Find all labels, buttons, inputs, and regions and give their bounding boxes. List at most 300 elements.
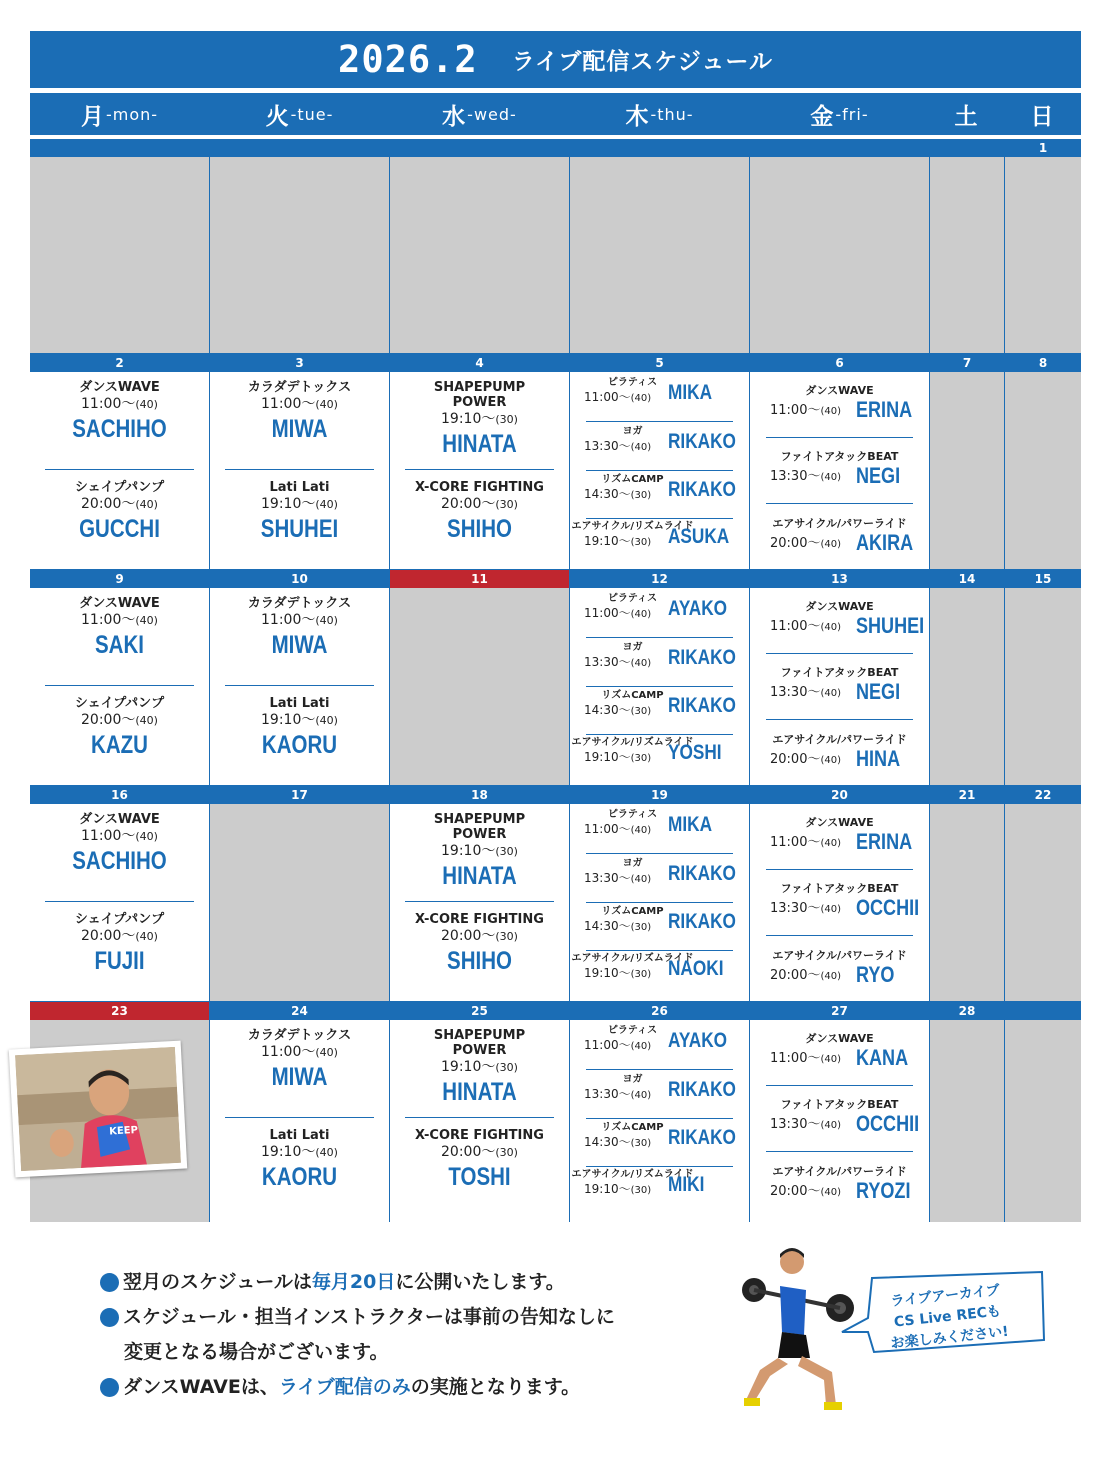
class-time (390, 927, 569, 946)
class-time (390, 1143, 569, 1162)
start-time: 20:00〜 (770, 968, 821, 983)
class-name: ヨガ (622, 858, 643, 869)
class-time (770, 619, 841, 636)
duration: (40) (820, 1120, 841, 1131)
class-time (770, 685, 841, 702)
instructor-name: AYAKO (668, 1029, 728, 1052)
start-time: 11:00〜 (584, 1038, 631, 1052)
date-number (210, 139, 389, 157)
class-time (584, 533, 651, 551)
header-title: ライブ配信スケジュール (511, 49, 773, 75)
calendar-day-cell (930, 139, 1004, 353)
duration: (40) (630, 658, 652, 669)
duration: (40) (630, 825, 652, 836)
instructor-name: RIKAKO (668, 478, 736, 501)
instructor-name: MIKI (668, 1173, 705, 1196)
duration: (40) (315, 1146, 338, 1159)
class-time (30, 611, 209, 630)
weekday-kanji: 金 (810, 103, 834, 130)
instructor-photo-image (15, 1047, 181, 1171)
start-time: 11:00〜 (770, 1051, 821, 1066)
instructor-name: SHUHEI (856, 613, 925, 638)
class-entry[interactable] (750, 816, 929, 860)
calendar-day-cell (30, 354, 209, 569)
calendar-day-cell (570, 786, 749, 1001)
class-entry[interactable] (750, 1098, 929, 1142)
class-time (584, 821, 651, 839)
class-time (770, 968, 841, 985)
duration: (40) (315, 398, 338, 411)
entry-divider (586, 1166, 733, 1167)
class-entry[interactable] (570, 1025, 749, 1065)
entry-divider (766, 1085, 913, 1086)
instructor-name: RIKAKO (668, 694, 736, 717)
class-name: エアサイクル/リズムライド (571, 521, 694, 532)
class-entry[interactable] (390, 812, 569, 891)
class-time (30, 927, 209, 946)
class-name: ダンスWAVE (79, 380, 160, 395)
class-entry[interactable] (570, 953, 749, 993)
class-entry[interactable] (390, 1128, 569, 1192)
date-number (570, 139, 749, 157)
class-name: ピラティス (607, 1025, 658, 1036)
note-highlight: 毎月20日 (311, 1271, 396, 1293)
start-time: 19:10〜 (584, 1182, 631, 1196)
instructor-name: SACHIHO (72, 847, 167, 875)
callout-line: CS Live RECも (893, 1303, 1002, 1331)
class-entry[interactable] (30, 696, 209, 760)
class-entry[interactable] (570, 642, 749, 682)
note-text-continued: 変更となる場合がございます。 (124, 1341, 389, 1363)
duration: (40) (315, 714, 338, 727)
duration: (40) (135, 714, 158, 727)
duration: (40) (135, 930, 158, 943)
entry-divider (586, 853, 733, 854)
class-name: カラダデトックス (247, 1028, 352, 1043)
duration: (40) (135, 398, 158, 411)
instructor-name: SHIHO (447, 515, 512, 543)
start-time: 11:00〜 (584, 822, 631, 836)
notes-section (100, 1265, 760, 1405)
start-time: 20:00〜 (441, 1144, 496, 1160)
duration: (40) (820, 755, 841, 766)
class-entry[interactable] (570, 593, 749, 633)
duration: (30) (630, 490, 652, 501)
instructor-name: HINA (856, 746, 901, 771)
weekday-kanji: 日 (1030, 103, 1054, 130)
instructor-name: SAKI (95, 631, 144, 659)
calendar-day-cell (390, 1002, 569, 1222)
day-body (930, 372, 1004, 569)
note-text-part: ダンスWAVEは、 (123, 1376, 279, 1398)
class-entry[interactable] (210, 696, 389, 760)
instructor-name: RIKAKO (668, 430, 736, 453)
class-name: リズムCAMP (601, 906, 664, 917)
class-time (584, 389, 651, 407)
svg-text:KEEP: KEEP (108, 1124, 139, 1138)
class-entry[interactable] (570, 1074, 749, 1114)
instructor-name: OCCHII (856, 895, 920, 920)
day-body (210, 157, 389, 353)
date-number: 7 (930, 354, 1004, 372)
start-time: 13:30〜 (584, 871, 631, 885)
class-time (584, 1134, 651, 1152)
class-name: リズムCAMP (601, 690, 664, 701)
date-number: 2 (30, 354, 209, 372)
day-body (30, 588, 209, 785)
weekday-kanji: 月 (80, 103, 104, 130)
class-name: SHAPEPUMP POWER (433, 380, 526, 410)
class-entry[interactable] (750, 600, 929, 644)
class-entry[interactable] (570, 1169, 749, 1209)
day-body (30, 157, 209, 353)
day-body (210, 372, 389, 569)
day-body (930, 157, 1004, 353)
weekday-header (30, 93, 1081, 135)
day-body (750, 372, 929, 569)
class-entry[interactable] (570, 1122, 749, 1162)
class-name: Lati Lati (269, 696, 330, 711)
start-time: 13:30〜 (770, 1117, 821, 1132)
entry-divider (766, 719, 913, 720)
duration: (40) (820, 539, 841, 550)
entry-divider (586, 950, 733, 951)
class-time (770, 403, 841, 420)
entry-divider (766, 869, 913, 870)
class-name: エアサイクル/パワーライド (772, 733, 907, 746)
day-body (390, 372, 569, 569)
class-name: ヨガ (622, 426, 643, 437)
weekday-label (30, 93, 209, 135)
instructor-name: SACHIHO (72, 415, 167, 443)
entry-divider (586, 1118, 733, 1119)
calendar-day-cell (390, 786, 569, 1001)
entry-divider (45, 685, 194, 686)
entry-divider (45, 469, 194, 470)
class-time (770, 1184, 841, 1201)
date-number: 23 (30, 1002, 209, 1020)
day-body (390, 157, 569, 353)
start-time: 11:00〜 (81, 396, 136, 412)
class-entry[interactable] (210, 480, 389, 544)
calendar-day-cell (210, 1002, 389, 1222)
entry-divider (405, 901, 554, 902)
class-entry[interactable] (570, 906, 749, 946)
start-time: 11:00〜 (770, 403, 821, 418)
date-number: 10 (210, 570, 389, 588)
instructor-name: NEGI (856, 463, 901, 488)
day-body (930, 1020, 1004, 1222)
date-number: 9 (30, 570, 209, 588)
start-time: 20:00〜 (770, 752, 821, 767)
day-body (210, 1020, 389, 1222)
start-time: 11:00〜 (584, 390, 631, 404)
class-entry[interactable] (390, 1028, 569, 1107)
start-time: 19:10〜 (441, 843, 496, 859)
calendar-day-cell (750, 139, 929, 353)
class-entry[interactable] (390, 912, 569, 976)
instructor-name: OCCHII (856, 1111, 920, 1136)
instructor-name: KANA (856, 1045, 909, 1070)
entry-divider (766, 1151, 913, 1152)
start-time: 19:10〜 (441, 411, 496, 427)
class-name: シェイプパンプ (74, 696, 165, 711)
class-entry[interactable] (390, 380, 569, 459)
class-entry[interactable] (750, 384, 929, 428)
class-time (390, 410, 569, 429)
class-entry[interactable] (750, 733, 929, 777)
class-entry[interactable] (750, 666, 929, 710)
class-entry[interactable] (750, 517, 929, 561)
calendar-day-cell (750, 570, 929, 785)
class-time (210, 1043, 389, 1062)
calendar-day-cell (750, 786, 929, 1001)
start-time: 20:00〜 (81, 496, 136, 512)
bullet-icon (100, 1308, 119, 1327)
day-body (750, 588, 929, 785)
instructor-name: ERINA (856, 397, 913, 422)
class-entry[interactable] (210, 1028, 389, 1092)
weekday-label (390, 93, 569, 135)
date-number: 17 (210, 786, 389, 804)
class-entry[interactable] (750, 1165, 929, 1209)
class-entry[interactable] (570, 809, 749, 849)
instructor-name: HINATA (442, 1078, 517, 1106)
calendar-day-cell (1005, 354, 1081, 569)
date-number: 3 (210, 354, 389, 372)
class-time (584, 1037, 651, 1055)
day-body (750, 1020, 929, 1222)
duration: (40) (630, 442, 652, 453)
duration: (40) (630, 874, 652, 885)
date-number: 14 (930, 570, 1004, 588)
class-entry[interactable] (570, 377, 749, 417)
start-time: 20:00〜 (770, 1184, 821, 1199)
start-time: 20:00〜 (770, 536, 821, 551)
class-time (30, 395, 209, 414)
start-time: 14:30〜 (584, 1135, 631, 1149)
date-number: 4 (390, 354, 569, 372)
callout-line: ライブアーカイブ (889, 1282, 1001, 1310)
calendar-day-cell (930, 786, 1004, 1001)
day-body (1005, 1020, 1081, 1222)
calendar-grid (30, 139, 1081, 1222)
class-time (770, 469, 841, 486)
duration: (30) (495, 930, 518, 943)
date-number (390, 139, 569, 157)
date-number: 19 (570, 786, 749, 804)
entry-divider (586, 1069, 733, 1070)
start-time: 11:00〜 (261, 396, 316, 412)
calendar-day-cell (30, 139, 209, 353)
weekday-kanji: 木 (625, 103, 649, 130)
day-body (30, 372, 209, 569)
class-time (584, 1086, 651, 1104)
class-entry[interactable] (390, 480, 569, 544)
class-entry[interactable] (570, 426, 749, 466)
duration: (40) (630, 393, 652, 404)
start-time: 19:10〜 (584, 750, 631, 764)
class-time (770, 752, 841, 769)
instructor-name: AKIRA (856, 530, 914, 555)
calendar-day-cell (30, 570, 209, 785)
class-entry[interactable] (210, 596, 389, 660)
day-body (570, 372, 749, 569)
date-number: 12 (570, 570, 749, 588)
duration: (30) (630, 969, 652, 980)
class-entry[interactable] (750, 1032, 929, 1076)
start-time: 19:10〜 (261, 712, 316, 728)
date-number: 16 (30, 786, 209, 804)
day-body (570, 157, 749, 353)
weekday-english: -tue- (290, 104, 334, 124)
instructor-name: HINATA (442, 430, 517, 458)
class-time (770, 1117, 841, 1134)
class-time (30, 827, 209, 846)
weekday-english: -mon- (105, 104, 159, 124)
duration: (30) (630, 1185, 652, 1196)
instructor-name: RYOZI (856, 1178, 911, 1203)
instructor-name: AYAKO (668, 597, 728, 620)
instructor-name: MIWA (271, 1063, 328, 1091)
duration: (30) (630, 753, 652, 764)
class-name: X-CORE FIGHTING (415, 912, 544, 927)
class-entry[interactable] (30, 596, 209, 660)
class-time (584, 749, 651, 767)
instructor-name: MIKA (668, 381, 713, 404)
day-body (390, 588, 569, 785)
duration: (40) (135, 614, 158, 627)
start-time: 11:00〜 (81, 828, 136, 844)
class-entry[interactable] (30, 912, 209, 976)
class-entry[interactable] (210, 1128, 389, 1192)
class-entry[interactable] (30, 380, 209, 444)
date-number: 22 (1005, 786, 1081, 804)
start-time: 14:30〜 (584, 919, 631, 933)
entry-divider (586, 470, 733, 471)
class-time (390, 842, 569, 861)
note-text: スケジュール・担当インストラクターは事前の告知なしに (123, 1306, 615, 1328)
duration: (40) (630, 1090, 652, 1101)
calendar-day-cell (1005, 139, 1081, 353)
class-entry[interactable] (570, 690, 749, 730)
day-body (930, 804, 1004, 1001)
calendar-day-cell (30, 786, 209, 1001)
instructor-name: FUJII (94, 947, 145, 975)
instructor-photo (9, 1041, 187, 1178)
duration: (40) (630, 1041, 652, 1052)
date-number: 21 (930, 786, 1004, 804)
class-time (584, 605, 651, 623)
class-entry[interactable] (570, 521, 749, 561)
day-body (570, 1020, 749, 1222)
duration: (30) (495, 845, 518, 858)
date-number: 24 (210, 1002, 389, 1020)
start-time: 20:00〜 (441, 928, 496, 944)
class-entry[interactable] (30, 812, 209, 876)
class-time (584, 438, 651, 456)
class-entry[interactable] (750, 450, 929, 494)
weekday-kanji: 水 (442, 103, 466, 130)
class-name: SHAPEPUMP POWER (433, 812, 526, 842)
class-name: エアサイクル/リズムライド (571, 1169, 694, 1180)
instructor-name: RIKAKO (668, 1126, 736, 1149)
class-name: X-CORE FIGHTING (415, 480, 544, 495)
class-name: ファイトアタックBEAT (780, 882, 899, 895)
start-time: 19:10〜 (261, 1144, 316, 1160)
class-entry[interactable] (750, 882, 929, 926)
instructor-name: GUCCHI (79, 515, 160, 543)
duration: (30) (495, 498, 518, 511)
class-name: Lati Lati (269, 1128, 330, 1143)
instructor-name: MIWA (271, 415, 328, 443)
class-time (210, 1143, 389, 1162)
start-time: 11:00〜 (261, 612, 316, 628)
class-name: X-CORE FIGHTING (415, 1128, 544, 1143)
class-entry[interactable] (570, 474, 749, 514)
class-time (210, 395, 389, 414)
date-number: 15 (1005, 570, 1081, 588)
entry-divider (766, 503, 913, 504)
duration: (40) (820, 622, 841, 633)
class-entry[interactable] (210, 380, 389, 444)
start-time: 19:10〜 (441, 1059, 496, 1075)
entry-divider (45, 901, 194, 902)
class-time (770, 835, 841, 852)
date-number: 28 (930, 1002, 1004, 1020)
entry-divider (586, 518, 733, 519)
note-item (100, 1370, 760, 1405)
calendar-day-cell (390, 139, 569, 353)
calendar-day-cell (570, 1002, 749, 1222)
duration: (40) (820, 406, 841, 417)
class-name: ヨガ (622, 642, 643, 653)
header-year-month: 2026.2 (338, 38, 478, 81)
class-entry[interactable] (30, 480, 209, 544)
start-time: 19:10〜 (584, 534, 631, 548)
date-number: 27 (750, 1002, 929, 1020)
duration: (40) (820, 904, 841, 915)
instructor-name: SHUHEI (260, 515, 339, 543)
calendar-day-cell (390, 570, 569, 785)
day-body (390, 1020, 569, 1222)
class-name: ファイトアタックBEAT (780, 1098, 899, 1111)
duration: (40) (315, 498, 338, 511)
archive-callout (838, 1270, 1050, 1366)
date-number: 1 (1005, 139, 1081, 157)
note-text (123, 1265, 565, 1300)
class-name: ダンスWAVE (805, 600, 874, 613)
weekday-label (1005, 93, 1081, 135)
class-entry[interactable] (570, 737, 749, 777)
day-body (1005, 804, 1081, 1001)
class-time (390, 495, 569, 514)
entry-divider (225, 469, 374, 470)
class-entry[interactable] (750, 949, 929, 993)
class-time (584, 702, 651, 720)
class-entry[interactable] (570, 858, 749, 898)
weekday-label (750, 93, 929, 135)
entry-divider (766, 653, 913, 654)
calendar-day-cell (570, 570, 749, 785)
calendar-day-cell (750, 354, 929, 569)
class-time (584, 486, 651, 504)
start-time: 19:10〜 (584, 966, 631, 980)
class-name: エアサイクル/パワーライド (772, 517, 907, 530)
start-time: 11:00〜 (261, 1044, 316, 1060)
start-time: 19:10〜 (261, 496, 316, 512)
class-time (584, 965, 651, 983)
